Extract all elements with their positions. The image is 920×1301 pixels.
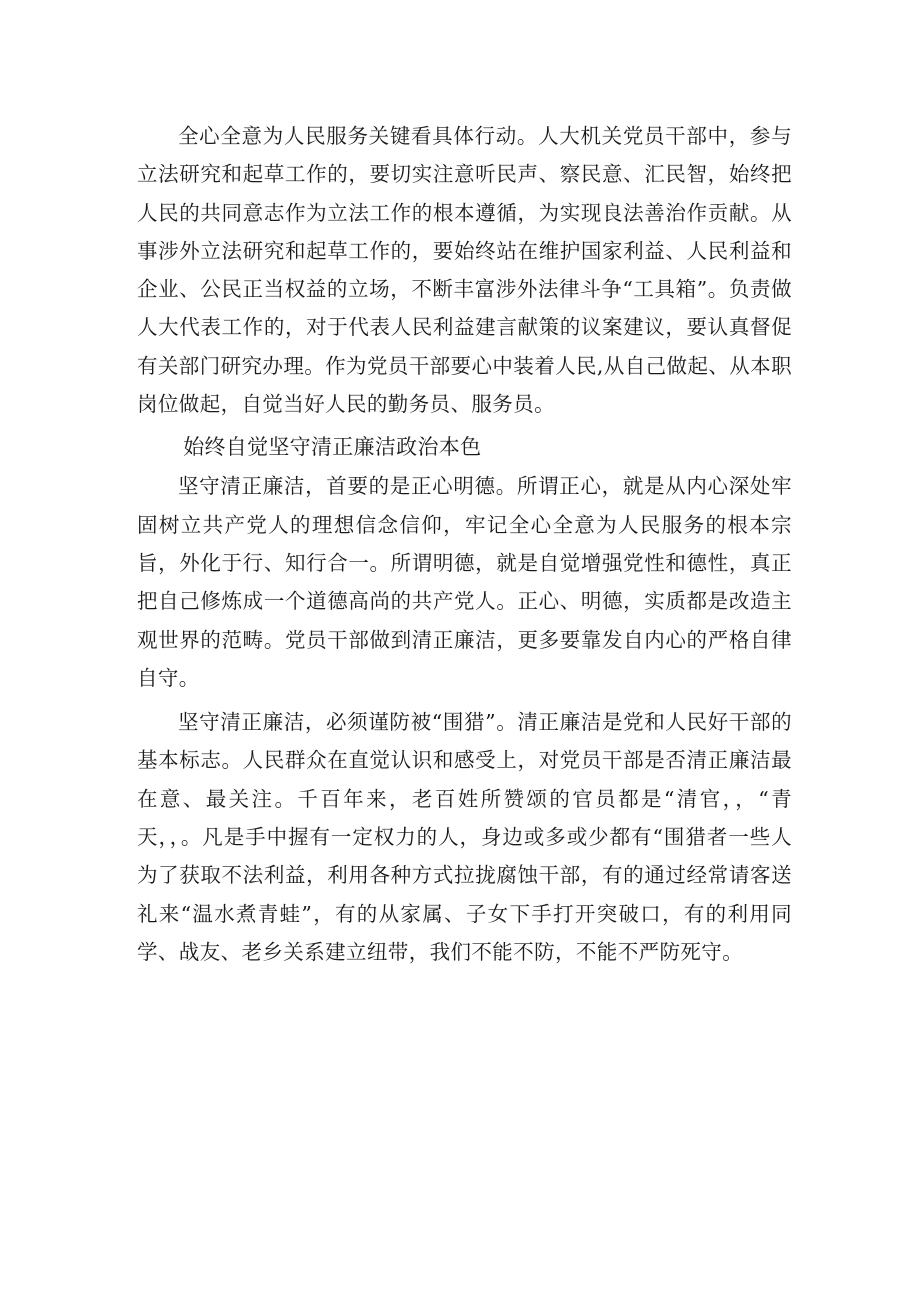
body-paragraph: 坚守清正廉洁，必须谨防被“围猎”。清正廉洁是党和人民好干部的基本标志。人民群众在直觉认识和感受上，对党员干部是否清正廉洁最在意、最关注。千百年来，老百姓所赞颂的官员都是“清官，，“青天，，。凡是手中握有一定权力的人，身边或多或少都有“围猎者一些人为了获取不法利益，利用各种方式拉拢腐蚀干部，有的通过经常请客送礼来“温水煮青蛙”，有的从家属、子女下手打开突破口，有的利用同学、战友、老乡关系建立纽带，我们不能不防，不能不严防死守。 bbox=[137, 710, 792, 964]
body-paragraph: 坚守清正廉洁，首要的是正心明德。所谓正心，就是从内心深处牢固树立共产党人的理想信念信仰，牢记全心全意为人民服务的根本宗旨，外化于行、知行合一。所谓明德，就是自觉增强党性和德性，真正把自己修炼成一个道德高尚的共产党人。正心、明德，实质都是改造主观世界的范畴。党员干部做到清正廉洁，更多要靠发自内心的严格自律自守。 bbox=[137, 474, 792, 690]
document-body bbox=[137, 117, 792, 971]
section-heading: 始终自觉坚守清正廉洁政治本色 bbox=[183, 435, 482, 460]
body-paragraph: 全心全意为人民服务关键看具体行动。人大机关党员干部中，参与立法研究和起草工作的，要切实注意听民声、察民意、汇民智，始终把人民的共同意志作为立法工作的根本遵循，为实现良法善治作贡献。从事涉外立法研究和起草工作的，要始终站在维护国家利益、人民利益和企业、公民正当权益的立场，不断丰富涉外法律斗争“工具箱”。负责做人大代表工作的，对于代表人民利益建言献策的议案建议，要认真督促有关部门研究办理。作为党员干部要心中装着人民,从自己做起、从本职岗位做起，自觉当好人民的勤务员、服务员。 bbox=[137, 124, 792, 417]
